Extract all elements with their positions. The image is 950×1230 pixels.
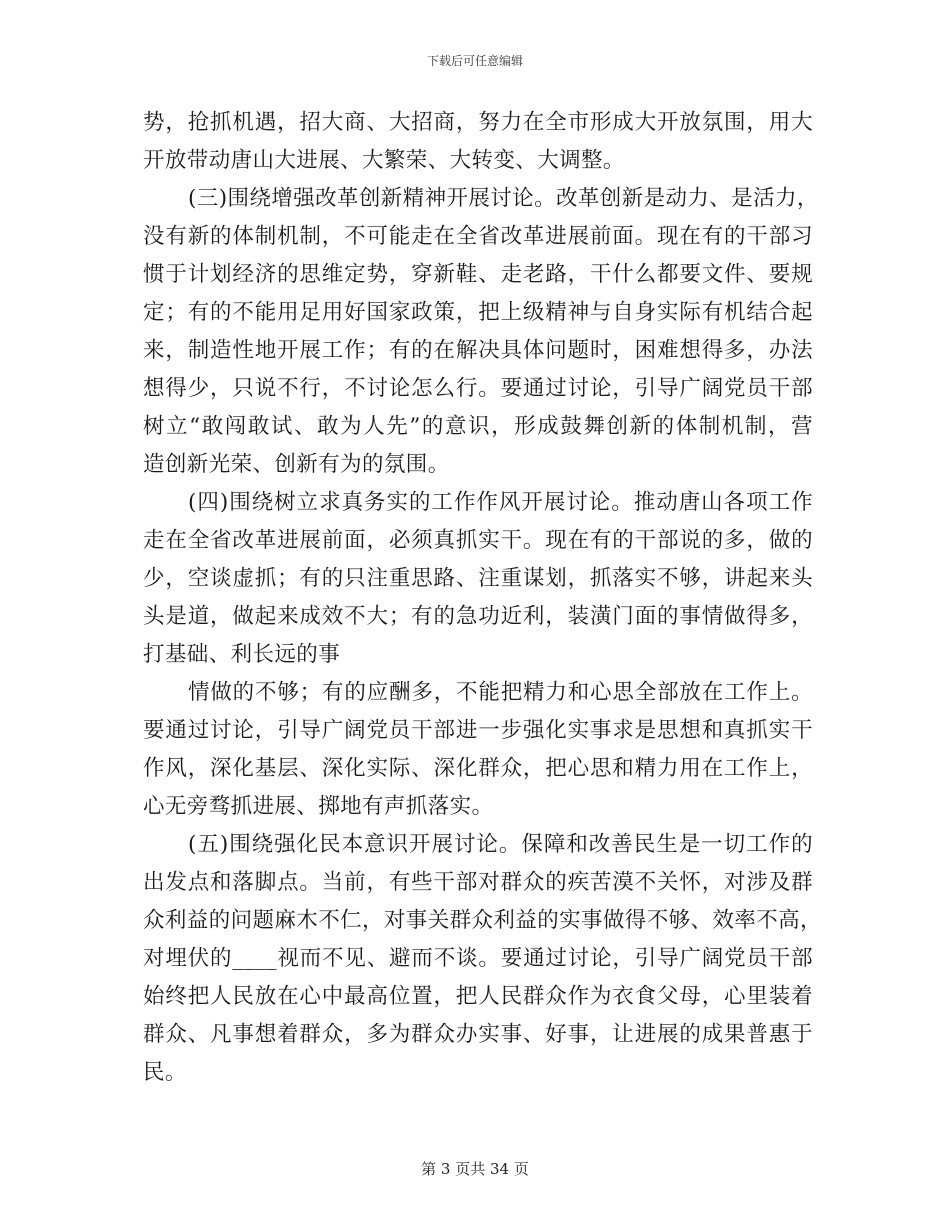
text-line: (三)围绕增强改革创新精神开展讨论。改革创新是动力、是活力， — [188, 186, 819, 211]
text-line: 心无旁骛抓进展、掷地有声抓落实。 — [143, 794, 494, 819]
text-line: 头是道，做起来成效不大；有的急功近利，装潢门面的事情做得多， — [143, 604, 813, 629]
text-line: (五)围绕强化民本意识开展讨论。保障和改善民生是一切工作的 — [188, 832, 813, 857]
text-line: 民。 — [143, 1060, 187, 1085]
paragraph — [143, 180, 819, 484]
text-line: 少，空谈虚抓；有的只注重思路、注重谋划，抓落实不够，讲起来头 — [143, 566, 813, 591]
text-line: 要通过讨论，引导广阔党员干部进一步强化实事求是思想和真抓实干 — [143, 718, 813, 743]
page-number: 第 3 页共 34 页 — [421, 1160, 529, 1178]
text-line: 树立“敢闯敢试、敢为人先”的意识，形成鼓舞创新的体制机制，营 — [143, 414, 813, 439]
paragraph — [143, 826, 822, 1092]
text-line: 想得少，只说不行，不讨论怎么行。要通过讨论，引导广阔党员干部 — [143, 376, 813, 401]
paragraph — [143, 104, 813, 180]
text-line: 势，抢抓机遇，招大商、大招商，努力在全市形成大开放氛围，用大 — [143, 110, 813, 135]
text-line: 情做的不够；有的应酬多，不能把精力和心思全部放在工作上。 — [188, 680, 813, 705]
text-line: 造创新光荣、创新有为的氛围。 — [143, 452, 450, 477]
text-line: 走在全省改革进展前面，必须真抓实干。现在有的干部说的多，做的 — [143, 528, 813, 553]
text-line: 作风，深化基层、深化实际、深化群众，把心思和精力用在工作上， — [143, 756, 813, 781]
text-line: 来，制造性地开展工作；有的在解决具体问题时，困难想得多，办法 — [143, 338, 813, 363]
body-text — [143, 104, 822, 1092]
text-line: (四)围绕树立求真务实的工作作风开展讨论。推动唐山各项工作 — [188, 490, 813, 515]
paragraph — [143, 674, 813, 826]
text-line: 开放带动唐山大进展、大繁荣、大转变、大调整。 — [143, 148, 625, 173]
text-line: 定；有的不能用足用好国家政策，把上级精神与自身实际有机结合起 — [143, 300, 813, 325]
text-line: 惯于计划经济的思维定势，穿新鞋、走老路，干什么都要文件、要规 — [143, 262, 813, 287]
text-line: 群众、凡事想着群众，多为群众办实事、好事，让进展的成果普惠于 — [143, 1022, 813, 1047]
text-line: 众利益的问题麻木不仁，对事关群众利益的实事做得不够、效率不高， — [143, 908, 822, 933]
text-line: 没有新的体制机制，不可能走在全省改革进展前面。现在有的干部习 — [143, 224, 813, 249]
paragraph — [143, 484, 813, 674]
page-header: 下载后可任意编辑 — [426, 54, 523, 68]
text-line: 始终把人民放在心中最高位置，把人民群众作为衣食父母，心里装着 — [143, 984, 813, 1009]
text-line: 打基础、利长远的事 — [143, 642, 341, 667]
text-line: 出发点和落脚点。当前，有些干部对群众的疾苦漠不关怀，对涉及群 — [143, 870, 813, 895]
text-line: 对埋伏的____视而不见、避而不谈。要通过讨论，引导广阔党员干部 — [143, 946, 813, 971]
